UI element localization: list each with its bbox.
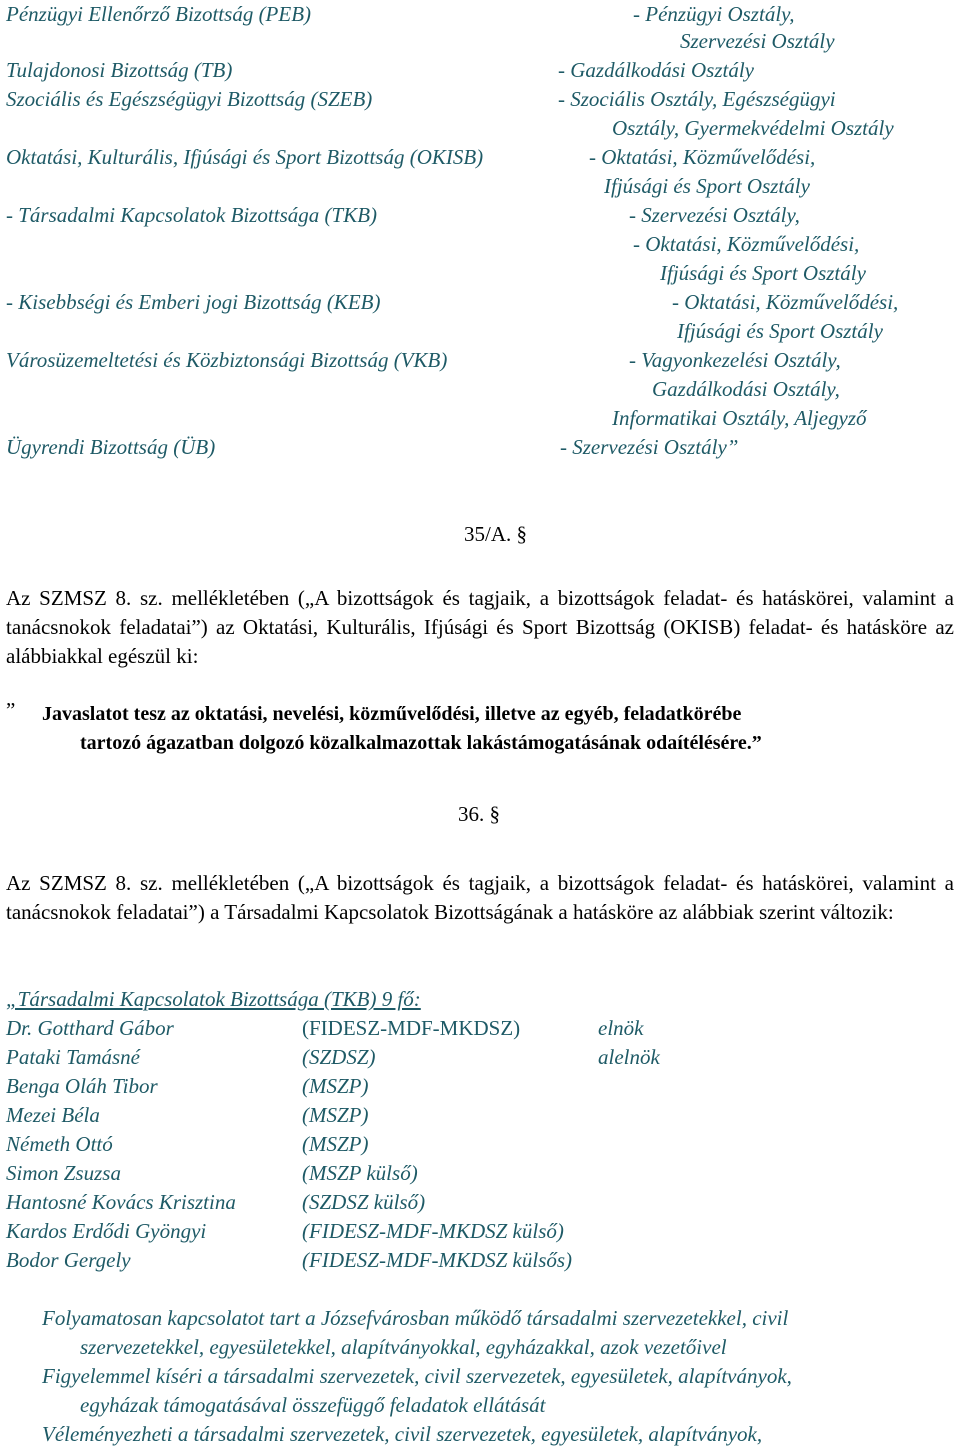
committee-name: - Kisebbségi és Emberi jogi Bizottság (KEB) — [6, 290, 381, 314]
committee-dept: - Oktatási, Közművelődési, — [672, 290, 899, 314]
member-party: (SZDSZ) — [302, 1045, 376, 1069]
member-name: Németh Ottó — [6, 1132, 113, 1156]
member-party: (FIDESZ-MDF-MKDSZ külső) — [302, 1219, 564, 1243]
member-party: (MSZP) — [302, 1103, 369, 1127]
committee-dept: - Gazdálkodási Osztály — [558, 58, 754, 82]
member-role: alelnök — [598, 1045, 660, 1069]
member-name: Dr. Gotthard Gábor — [6, 1016, 174, 1040]
tkb-members-title: „Társadalmi Kapcsolatok Bizottsága (TKB) 9 fő: — [6, 987, 421, 1011]
section-35a-paragraph: Az SZMSZ 8. sz. mellékletében („A bizottságok és tagjaik, a bizottságok feladat- és hatáskörei, valamint a tanácsnokok feladatai”) az Oktatási, Kulturális, Ifjúsági és Sport Bizottság (OKISB) feladat- és hatásköre az alábbiakkal egészül ki: — [6, 586, 954, 668]
committee-dept: Osztály, Gyermekvédelmi Osztály — [612, 116, 894, 140]
committee-name: Városüzemeltetési és Közbiztonsági Bizottság (VKB) — [6, 348, 448, 372]
member-party: (SZDSZ külső) — [302, 1190, 426, 1214]
member-party: (MSZP külső) — [302, 1161, 418, 1185]
duty-line: szervezetekkel, egyesületekkel, alapítványokkal, egyházakkal, azok vezetőivel — [80, 1335, 727, 1359]
committee-dept: - Szociális Osztály, Egészségügyi — [558, 87, 836, 111]
section-heading-35a: 35/A. § — [464, 522, 527, 546]
duty-line: Véleményezheti a társadalmi szervezetek, civil szervezetek, egyesületek, alapítványok, — [42, 1422, 763, 1446]
committee-dept: Szervezési Osztály — [680, 29, 835, 53]
section-heading-36: 36. § — [458, 802, 500, 826]
duty-line: egyházak támogatásával összefüggő feladatok ellátását — [80, 1393, 546, 1417]
section-36-paragraph: Az SZMSZ 8. sz. mellékletében („A bizottságok és tagjaik, a bizottságok feladat- és hatáskörei, valamint a tanácsnokok feladatai”) a Társadalmi Kapcsolatok Bizottságának a hatásköre az alábbiak szerint változik: — [6, 871, 954, 924]
committee-dept: - Vagyonkezelési Osztály, — [629, 348, 841, 372]
committee-dept: Gazdálkodási Osztály, — [652, 377, 840, 401]
open-quote-mark: „ — [6, 686, 16, 710]
duty-line: Folyamatosan kapcsolatot tart a Józsefvárosban működő társadalmi szervezetekkel, civil — [42, 1306, 789, 1330]
committee-dept: - Szervezési Osztály” — [560, 435, 739, 459]
committee-name: Ügyrendi Bizottság (ÜB) — [6, 435, 216, 459]
bold-amendment-line: Javaslatot tesz az oktatási, nevelési, közművelődési, illetve az egyéb, feladatkörébe — [42, 703, 742, 725]
member-name: Bodor Gergely — [6, 1248, 131, 1272]
member-name: Hantosné Kovács Krisztina — [6, 1190, 236, 1214]
member-name: Benga Oláh Tibor — [6, 1074, 158, 1098]
committee-name: Szociális és Egészségügyi Bizottság (SZEB) — [6, 87, 373, 111]
committee-dept: - Oktatási, Közművelődési, — [589, 145, 816, 169]
committee-name: Pénzügyi Ellenőrző Bizottság (PEB) — [6, 2, 312, 26]
member-party: (MSZP) — [302, 1132, 369, 1156]
committee-name: Oktatási, Kulturális, Ifjúsági és Sport Bizottság (OKISB) — [6, 145, 484, 169]
member-party: (FIDESZ-MDF-MKDSZ) — [302, 1016, 521, 1040]
committee-dept: - Szervezési Osztály, — [629, 203, 800, 227]
committee-name: - Társadalmi Kapcsolatok Bizottsága (TKB) — [6, 203, 378, 227]
duty-line: Figyelemmel kíséri a társadalmi szervezetek, civil szervezetek, egyesületek, alapítványok, — [42, 1364, 792, 1388]
committee-name: Tulajdonosi Bizottság (TB) — [6, 58, 233, 82]
committee-dept: - Oktatási, Közművelődési, — [633, 232, 860, 256]
committee-dept: - Pénzügyi Osztály, — [633, 2, 795, 26]
member-name: Mezei Béla — [6, 1103, 100, 1127]
member-name: Kardos Erdődi Gyöngyi — [6, 1219, 207, 1243]
committee-dept: Ifjúsági és Sport Osztály — [677, 319, 883, 343]
member-role: elnök — [598, 1016, 644, 1040]
member-party: (MSZP) — [302, 1074, 369, 1098]
committee-dept: Informatikai Osztály, Aljegyző — [612, 406, 867, 430]
member-party: (FIDESZ-MDF-MKDSZ külsős) — [302, 1248, 573, 1272]
bold-amendment-line: tartozó ágazatban dolgozó közalkalmazottak lakástámogatásának odaítélésére.” — [80, 732, 762, 754]
committee-dept: Ifjúsági és Sport Osztály — [604, 174, 810, 198]
member-name: Simon Zsuzsa — [6, 1161, 121, 1185]
member-name: Pataki Tamásné — [6, 1045, 140, 1069]
committee-dept: Ifjúsági és Sport Osztály — [660, 261, 866, 285]
